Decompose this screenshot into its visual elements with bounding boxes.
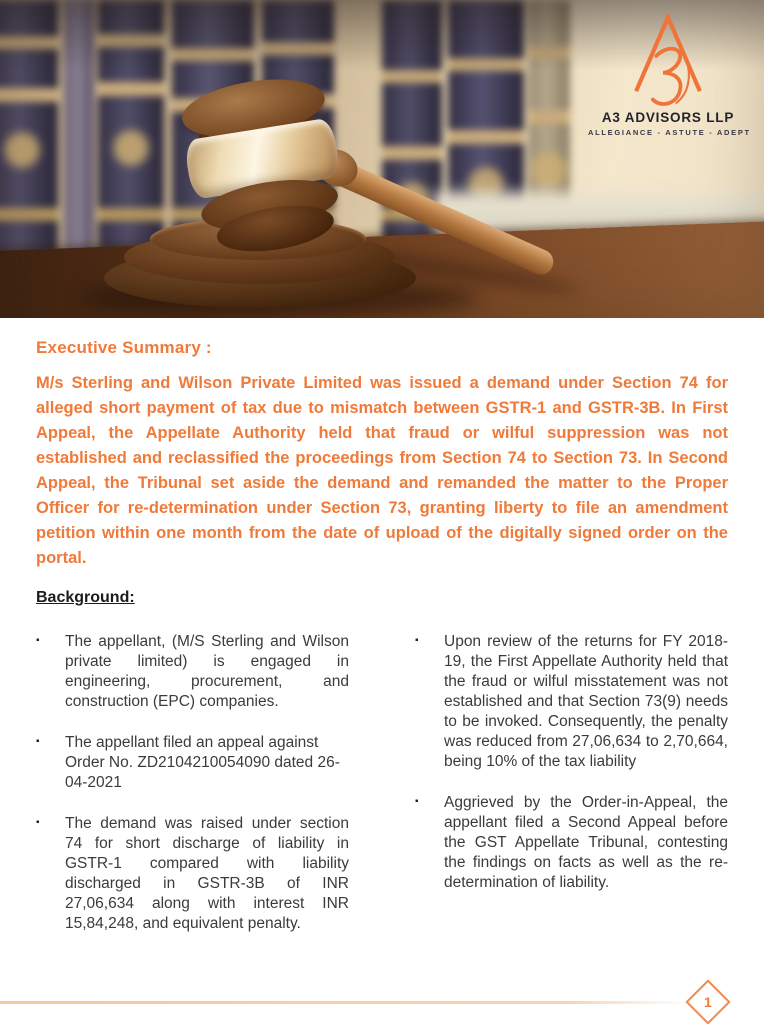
- list-item: [415, 632, 728, 772]
- bullet-icon: ▪: [415, 796, 419, 807]
- header-image: [0, 0, 764, 318]
- company-logo: [588, 14, 751, 137]
- logo-name: A3 ADVISORS LLP: [601, 110, 735, 125]
- list-item: [36, 733, 349, 793]
- list-item-text: The appellant, (M/S Sterling and Wilson private limited) is engaged in engineering, procurement, and construction (EPC) companies.: [65, 633, 349, 710]
- list-item-text: Upon review of the returns for FY 2018-19, the First Appellate Authority held that the fraud or wilful misstatement was not established and that Section 73(9) needs to be invoked. Consequently, the penalty was reduced from 27,06,634 to 2,70,664, being 10% of the tax liability: [444, 633, 728, 770]
- list-item: [36, 814, 349, 934]
- logo-tagline: ALLEGIANCE - ASTUTE - ADEPT: [588, 128, 751, 137]
- bullet-icon: ▪: [415, 635, 419, 646]
- executive-summary-text: M/s Sterling and Wilson Private Limited was issued a demand under Section 74 for alleged short payment of tax due to mismatch between GSTR-1 and GSTR-3B. In First Appeal, the Appellate Authority held that fraud or wilful suppression was not established and reclassified the proceedings from Section 74 to Section 73. In Second Appeal, the Tribunal set aside the demand and remanded the matter to the Proper Officer for re-determination under Section 73, granting liberty to file an amendment petition within one month from the date of upload of the digitally signed order on the portal.: [36, 374, 728, 567]
- page-number: 1: [704, 993, 712, 1010]
- list-item-text: The appellant filed an appeal against Order No. ZD2104210054090 dated 26-04-2021: [65, 734, 340, 791]
- bullet-icon: ▪: [36, 736, 40, 747]
- list-item-text: The demand was raised under section 74 for short discharge of liability in GSTR-1 compared with liability discharged in GSTR-3B of INR 27,06,634 along with interest INR 15,84,248, and equivalent penalty.: [65, 815, 349, 932]
- left-column: [36, 632, 349, 955]
- list-item: [36, 632, 349, 712]
- bullet-icon: ▪: [36, 635, 40, 646]
- a3-monogram-icon: [625, 14, 711, 108]
- two-column-bullets: [36, 632, 728, 955]
- page-number-badge: [685, 979, 730, 1024]
- list-item: [415, 793, 728, 893]
- list-item-text: Aggrieved by the Order-in-Appeal, the appellant filed a Second Appeal before the GST Appellate Tribunal, contesting the findings on facts as well as the re-determination of liability.: [444, 794, 728, 891]
- footer-divider: [0, 1001, 692, 1004]
- document-body: [0, 338, 764, 955]
- background-heading: Background:: [36, 589, 135, 606]
- right-column: [415, 632, 728, 955]
- bullet-icon: ▪: [36, 817, 40, 828]
- executive-summary-heading: Executive Summary :: [36, 338, 212, 357]
